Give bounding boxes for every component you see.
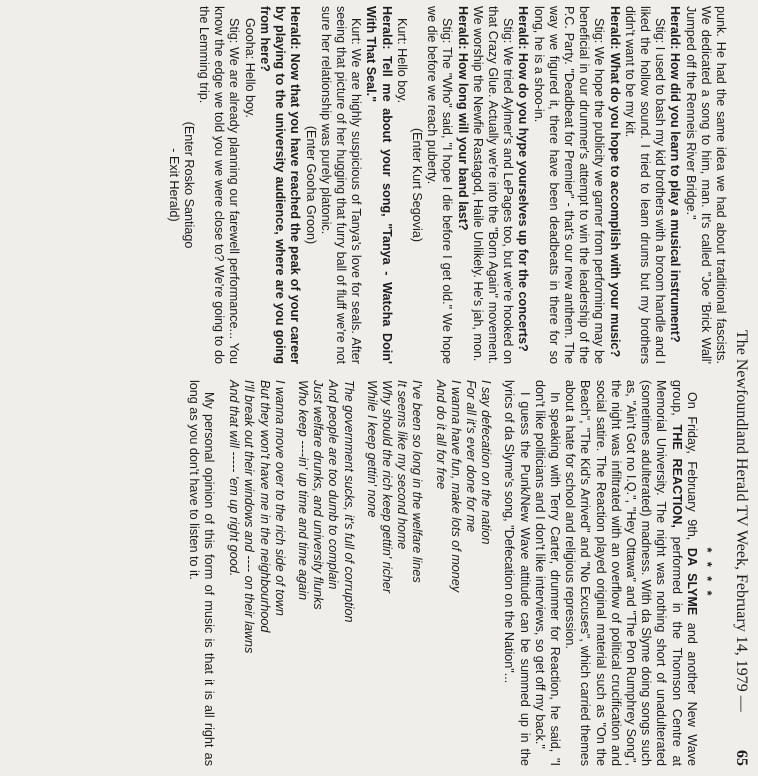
interview-question: Herald: Tell me about your song, "Tanya - Watcha Doin' With That Seal." [364, 6, 394, 364]
lyrics-line: The government sucks, it's full of corruption [341, 380, 356, 623]
closing-paragraph: My personal opinion of this form of music is that it is all right as long as you don't have to listen to it. [186, 380, 216, 766]
intro-paragraph: On Friday, February 9th, DA SLYME and another New Wave group, THE REACTION, performed in the Thomson Centre at Memorial University. The night was nothing short of unadulterated (sometimes adulterated) madness. With da Slyme doing songs such as, "Ain't Got no I.Q.", "Hey Ottawa" and "The Pon Rumphrey Song", the night was infiltrated with an overflow of political crucification and social satire. The Reaction played original material such as "On the Beach", "The Kid's Arrived" and "No Excuses", which carried themes about a hate for school and religious repression. [563, 380, 699, 767]
lyrics-line: While I keep gettin' none [364, 380, 379, 518]
lyrics-line: Why should the rich keep gettin' richer [379, 380, 394, 594]
interview-question: Herald: How did you learn to play a musical instrument? [668, 6, 683, 343]
lyrics-verse [432, 380, 493, 766]
interview-answer: Kurt: Hello boy. [394, 18, 409, 104]
summary-paragraph: I guess the Punk/New Wave attitude can be summed up in the lyrics of da Slyme's song, "Defecation on the Nation"... [502, 380, 532, 766]
lyrics-line: I say defecation on the nation [479, 380, 494, 545]
lyrics-line: And do it all for free [433, 380, 448, 490]
lyrics-line: Who keep ----in' up time and time again [295, 380, 310, 601]
stage-direction: (Enter Rosko Santiago [181, 121, 196, 249]
interview-answer: Stig: The "Who" said, "I hope I die before I get old." We hope we die before we reach puberty. [425, 6, 455, 364]
lyrics-verse [226, 380, 287, 766]
interview-question: Herald: Now that you have reached the peak of your career by playing to the university audience, where are you going from here? [257, 6, 303, 364]
lyrics-verse [295, 380, 356, 766]
interview-question: Herald: How do you hype yourselves up for the concerts? [516, 6, 531, 352]
interview-answer: Stig: We hope the publicity we garner from performing may be beneficial in our drummer's attempt to win the leadership of the P.C. Party. "Deadbeat for Premier" - that's our new anthem. The way we figured it, there have been deadbeats in there for so long, he is a shoo-in. [531, 6, 607, 364]
interview-answer: Stig: We tried Aylmer's and LePages too, but we're hooked on that Crazy Glue. Actually we're into the "Born Again" movement. We worship the Newfie Rastagod, Haile Unlikely. He's jah, mon. [470, 6, 516, 364]
lyrics-line: I wanna move over to the rich side of town [272, 380, 287, 616]
interview-answer: Stig: We are already planning our farewell performance... You know the edge we told you we were close to? We're going to do the Lemming trip. [197, 6, 242, 364]
publication-line: The Newfoundland Herald TV Week, February 14, 1979 — [733, 330, 750, 712]
interview-question: Herald: What do you hope to accomplish with your music? [607, 6, 622, 358]
stage-direction: - Exit Herald) [166, 148, 181, 222]
lyrics-line: For all it's ever done for me [463, 380, 478, 533]
lyrics-line: And that will ----- 'em up right good. [227, 380, 242, 577]
band-name-da-slyme: DA SLYME [684, 547, 699, 616]
lyrics-line: I wanna have fun, make lots of money [448, 380, 463, 593]
interview-quote-paragraph: In speaking with Terry Carter, drummer for Reaction, he said, "I don't like politicians and I don't like interviews, so get off my back." [532, 380, 562, 766]
lyrics-line: But they won't have me in the neighbourhood [257, 380, 272, 633]
lyrics-line: It seems like my second home [395, 380, 410, 550]
stage-direction: (Enter Kurt Segovia) [409, 127, 424, 243]
interview-answer: Gooha: Hello boy. [242, 18, 257, 118]
page-header [726, 0, 754, 776]
interview-answer: punk. He had the same idea we had about traditional fascists. We dedicated a song to him, man. It's called "Joe 'Brick Wall' Jumped off the Renneis River Bridge." [683, 6, 728, 364]
lyrics-line: I'll break out their windows and ---- on their lawns [242, 380, 257, 654]
left-column [165, 6, 728, 364]
right-column [186, 380, 715, 766]
interview-answer: Kurt: We are highly suspicious of Tanya's love for seals. After seeing that picture of her hugging that furry ball of fluff we're not sure her relationship was purely platonic. [318, 6, 364, 364]
song-lyrics [226, 380, 493, 766]
stage-direction: (Enter Gooha Groon) [303, 125, 318, 245]
section-stars: * * * * [700, 547, 714, 599]
lyrics-verse [364, 380, 425, 766]
interview-answer: Stig: I used to bash my kid brothers with a broom handle and I liked the hollow sound. I tried to learn drums but my brothers didn't want to be my kit. [622, 6, 668, 364]
band-name-the-reaction: THE REACTION, [669, 424, 684, 528]
lyrics-line: Just welfare drunks, and university flunks [311, 380, 326, 610]
interview-question: Herald: How long will your band last? [455, 6, 470, 231]
page-number: 65 [733, 750, 750, 766]
lyrics-line: And people are too dumb to complain [326, 380, 341, 590]
lyrics-line: I've been so long in the welfare lines [410, 380, 425, 583]
